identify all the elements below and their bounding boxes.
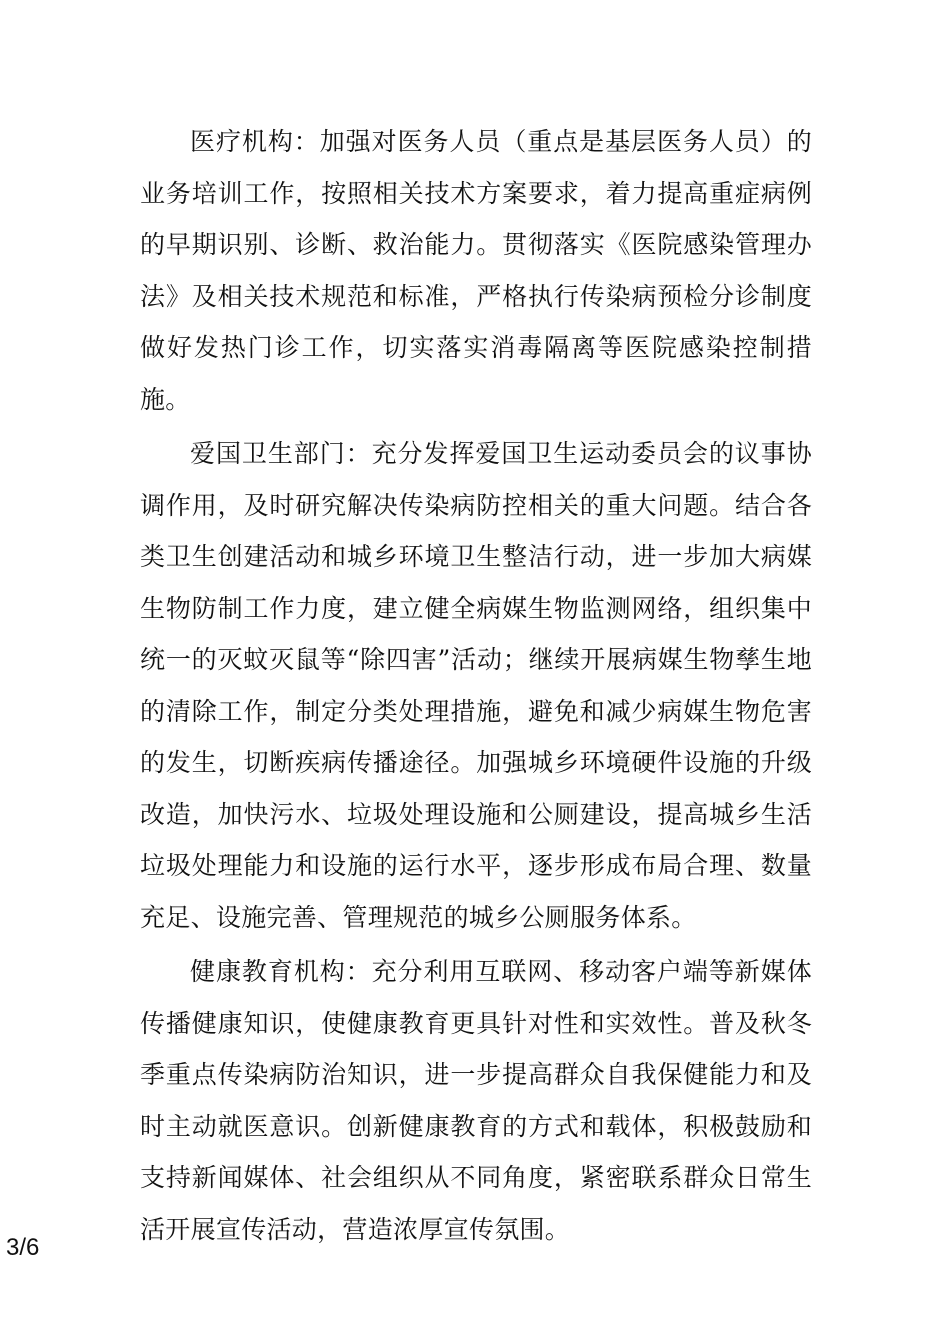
paragraph-patriotic-health-department: 爱国卫生部门：充分发挥爱国卫生运动委员会的议事协调作用，及时研究解决传染病防控相关的重大问题。结合各类卫生创建活动和城乡环境卫生整洁行动，进一步加大病媒生物防制工作力度，建立健全病媒生物监测网络，组织集中统一的灭蚊灭鼠等“除四害”活动；继续开展病媒生物孳生地的清除工作，制定分类处理措施，避免和减少病媒生物危害的发生，切断疾病传播途径。加强城乡环境硬件设施的升级改造，加快污水、垃圾处理设施和公厕建设，提高城乡生活垃圾处理能力和设施的运行水平，逐步形成布局合理、数量充足、设施完善、管理规范的城乡公厕服务体系。 [140, 439, 812, 932]
paragraph-medical-institutions: 医疗机构：加强对医务人员（重点是基层医务人员）的业务培训工作，按照相关技术方案要求，着力提高重症病例的早期识别、诊断、救治能力。贯彻落实《医院感染管理办法》及相关技术规范和标准，严格执行传染病预检分诊制度做好发热门诊工作，切实落实消毒隔离等医院感染控制措施。 [140, 127, 812, 414]
paragraph-health-education-institutions: 健康教育机构：充分利用互联网、移动客户端等新媒体传播健康知识，使健康教育更具针对性和实效性。普及秋冬季重点传染病防治知识，进一步提高群众自我保健能力和及时主动就医意识。创新健康教育的方式和载体，积极鼓励和支持新闻媒体、社会组织从不同角度，紧密联系群众日常生活开展宣传活动，营造浓厚宣传氛围。 [140, 957, 812, 1244]
page-number: 3/6 [6, 1234, 40, 1261]
document-body [140, 116, 812, 1258]
